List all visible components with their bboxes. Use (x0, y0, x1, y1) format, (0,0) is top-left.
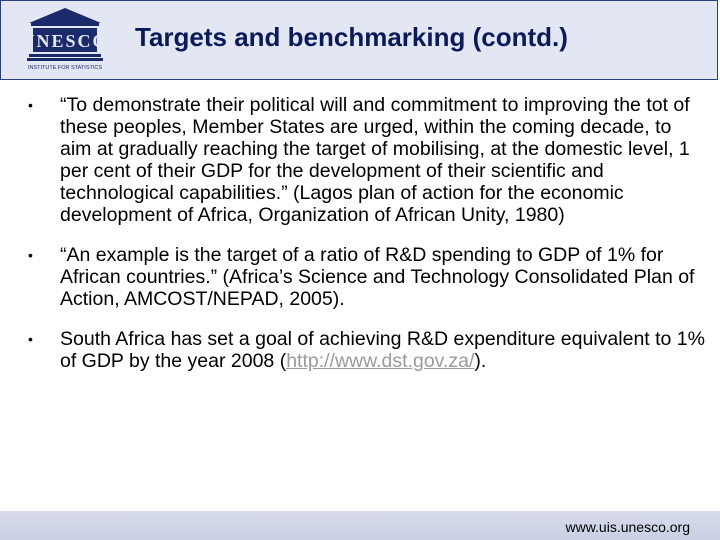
bullet-marker: • (28, 331, 33, 347)
list-item (28, 328, 708, 372)
page-title: Targets and benchmarking (contd.) (135, 22, 568, 52)
bullet-text-after: ). (474, 350, 487, 372)
bullet-marker: • (28, 97, 33, 113)
slide-header (0, 0, 718, 80)
slide-footer (0, 511, 720, 540)
bullet-text (60, 328, 708, 372)
list-item (28, 244, 708, 310)
logo-subtext: INSTITUTE FOR STATISTICS (27, 65, 103, 71)
bullet-text: “To demonstrate their political will and commitment to improving the tot of these peoples, Member States are urged, within the coming decade, to aim at gradually reaching the target of mobilising, at the domestic level, 1 per cent of their GDP for the development of their scientific and technological capabilities.” (Lagos plan of action for the economic development of Africa, Organization of African Unity, 1980) (60, 94, 690, 226)
dst-link[interactable]: http://www.dst.gov.za/ (286, 350, 475, 372)
footer-url: www.uis.unesco.org (565, 519, 690, 535)
unesco-temple-icon (23, 5, 107, 71)
bullet-text: “An example is the target of a ratio of R&D spending to GDP of 1% for African countries.” (Africa’s Science and Technology Consolidated Plan of Action, AMCOST/NEPAD, 2005). (60, 244, 695, 310)
logo-letters: UNESCO (23, 31, 107, 51)
bullet-marker: • (28, 247, 33, 263)
unesco-logo (23, 5, 107, 71)
bullet-text-before: South Africa has set a goal of achieving R&D expenditure equivalent to 1% of GDP by the year 2008 ( (60, 328, 705, 372)
list-item (28, 94, 708, 226)
bullet-list (28, 94, 708, 390)
